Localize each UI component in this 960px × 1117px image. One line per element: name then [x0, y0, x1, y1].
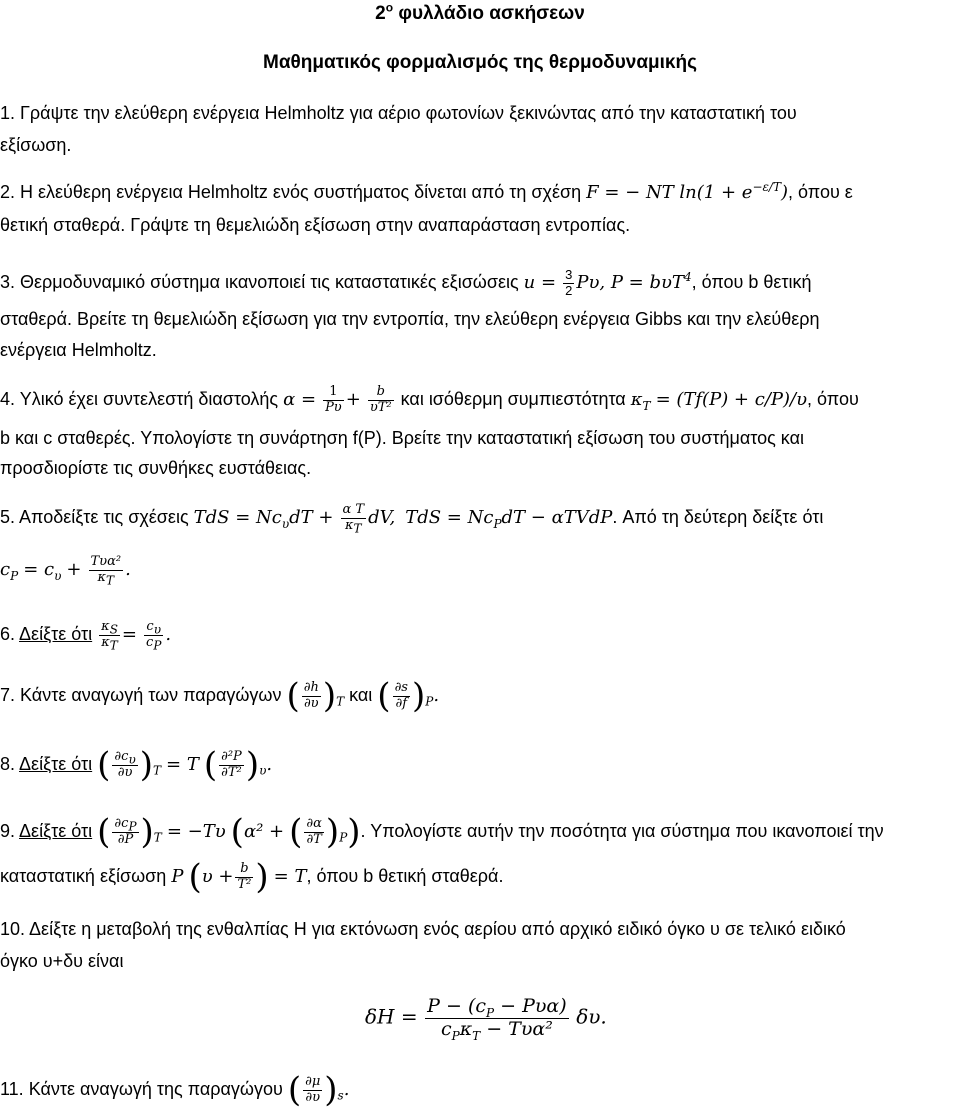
exercise-11-line: 11. Κάντε αναγωγή της παραγώγου ( $\frac{\partial\mu}{\partial\upsilon}$ )$_s$. — [0, 1070, 350, 1110]
fraction-b-over-vT2: $\frac{b}{\text{υT²}}$ — [369, 384, 392, 415]
document-title: $2^o$ φυλλάδιο ασκήσεων — [375, 0, 585, 24]
document-subtitle: Μαθηματικός φορμαλισμός της θερμοδυναμικής — [263, 52, 697, 73]
derivative-dcv-dv: $\frac{\partial c_\upsilon}{\partial\upsilon}$ — [114, 748, 136, 780]
exercise-10-line-2: όγκο υ+δυ είναι — [0, 951, 124, 971]
exercise-5-line-1: 5. Αποδείξτε τις σχέσεις TdS = $Nc_\upsilon dT$ + $\frac{\text{α T}}{\kappa_T}$ dV, TdS = $Nc_PdT$ − αTVdP. Από τη δεύτερη δείξτε ότι — [0, 502, 824, 536]
fraction-cv-over-cP: $\frac{c_\upsilon}{c_P}$ — [146, 619, 162, 653]
exercise-3-line-3: ενέργεια Helmholtz. — [0, 340, 157, 360]
exercise-8-line: 8. Δείξτε ότι ( $\frac{\partial c_\upsilon}{\partial\upsilon}$ )$_T = T$ ( $\frac{\text{∂²P}}{\text{∂T²}}$ )$_\upsilon$. — [0, 745, 273, 785]
exercise-7-line: 7. Κάντε αναγωγή των παραγώγων ( $\frac{\partial h}{\partial\upsilon}$ )$_T$ και ( $\frac{\partial s}{\partial f}$ )$_P$. — [0, 676, 440, 716]
derivative-ds-df: $\frac{\partial s}{\partial f}$ — [394, 679, 408, 711]
exercise-2-line-2: θετική σταθερά. Γράψτε τη θεμελιώδη εξίσωση στην αναπαράσταση εντροπίας. — [0, 215, 631, 235]
fraction-b-over-T2: $\frac{b}{\text{T²}}$ — [237, 860, 252, 892]
exercise-2-line-1: 2. Η ελεύθερη ενέργεια Helmholtz ενός συστήματος δίνεται από τη σχέση F = − NT $\ln(1 + e^{-\varepsilon/T})$, όπου ε — [0, 180, 853, 203]
fraction-3-over-2: $\frac{3}{2}$ — [565, 267, 573, 298]
derivative-dh-dv: $\frac{\partial h}{\partial\upsilon}$ — [303, 679, 319, 711]
enthalpy-equation: δH = $\frac{P - (c_P - P\upsilon\alpha)}{c_P\kappa_T - T\upsilon\alpha^2}$ δυ. — [365, 995, 607, 1043]
exercise-4-line-3: προσδιορίστε τις συνθήκες ευστάθειας. — [0, 458, 312, 478]
derivative-dalpha-dT: $\frac{\partial\alpha}{\partial T}$ — [306, 815, 322, 847]
exercise-10-line-1: 10. Δείξτε η μεταβολή της ενθαλπίας H για εκτόνωση ενός αερίου από αρχικό ειδικό όγκο υ σε τελικό ειδικό — [0, 919, 846, 939]
derivative-dmu-dv: $\frac{\partial\mu}{\partial\upsilon}$ — [305, 1073, 321, 1105]
exercise-1-line-1: 1. Γράψτε την ελεύθερη ενέργεια Helmholtz για αέριο φωτονίων ξεκινώντας από την καταστατική του — [0, 103, 797, 123]
exercise-4-line-1: 4. Υλικό έχει συντελεστή διαστολής α = $\frac{1}{P\upsilon}$ + $\frac{b}{\text{υT²}}$ και ισόθερμη συμπιεστότητα $\kappa_T = (Tf(P) + c/P)/\upsilon$, όπου — [0, 384, 859, 415]
exercise-5-line-2: $c_P = c_\upsilon$ + $\frac{\text{Tυα²}}{\kappa_T}$ . — [0, 554, 131, 588]
exercise-1-line-2: εξίσωση. — [0, 135, 72, 155]
enthalpy-fraction: $\frac{P - (c_P - P\upsilon\alpha)}{c_P\kappa_T - T\upsilon\alpha^2}$ — [427, 995, 567, 1043]
exercise-9-line-2: καταστατική εξίσωση P (υ + $\frac{b}{\text{T²}}$ ) = T, όπου b θετική σταθερά. — [0, 857, 504, 897]
derivative-d2P-dT2: $\frac{\text{∂²P}}{\text{∂T²}}$ — [221, 748, 242, 780]
fraction-1-over-Pv: $\frac{1}{P\upsilon}$ — [325, 384, 342, 415]
fraction-Tva2-over-kappaT: $\frac{\text{Tυα²}}{\kappa_T}$ — [90, 554, 122, 588]
fraction-kappaS-over-kappaT: $\frac{\kappa_S}{\kappa_T}$ — [101, 619, 118, 653]
exercise-6-line: 6. Δείξτε ότι $\frac{\kappa_S}{\kappa_T}$ = $\frac{c_\upsilon}{c_P}$ . — [0, 619, 172, 653]
fraction-alphaT-over-kappaT: $\frac{\text{α T}}{\kappa_T}$ — [342, 502, 365, 536]
exercise-3-line-1: 3. Θερμοδυναμικό σύστημα ικανοποιεί τις καταστατικές εξισώσεις u = $\frac{3}{2}$ Pυ, P = bυT$^4$, όπου b θετική — [0, 267, 812, 298]
exercise-4-line-2: b και c σταθερές. Υπολογίστε τη συνάρτηση f(P). Βρείτε την καταστατική εξίσωση του συστήματος και — [0, 428, 804, 448]
exercise-9-line-1: 9. Δείξτε ότι ( $\frac{\partial c_P}{\partial P}$ )$_T = -T\upsilon$ (α² + ( $\frac{\partial\alpha}{\partial T}$ )$_P$). Υπολογίστε αυτήν την ποσότητα για σύστημα που ικανοποιεί την — [0, 812, 884, 852]
exercise-3-line-2: σταθερά. Βρείτε τη θεμελιώδη εξίσωση για την εντροπία, την ελεύθερη ενέργεια Gibbs και την ελεύθερη — [0, 309, 820, 329]
derivative-dcP-dP: $\frac{\partial c_P}{\partial P}$ — [114, 815, 137, 847]
